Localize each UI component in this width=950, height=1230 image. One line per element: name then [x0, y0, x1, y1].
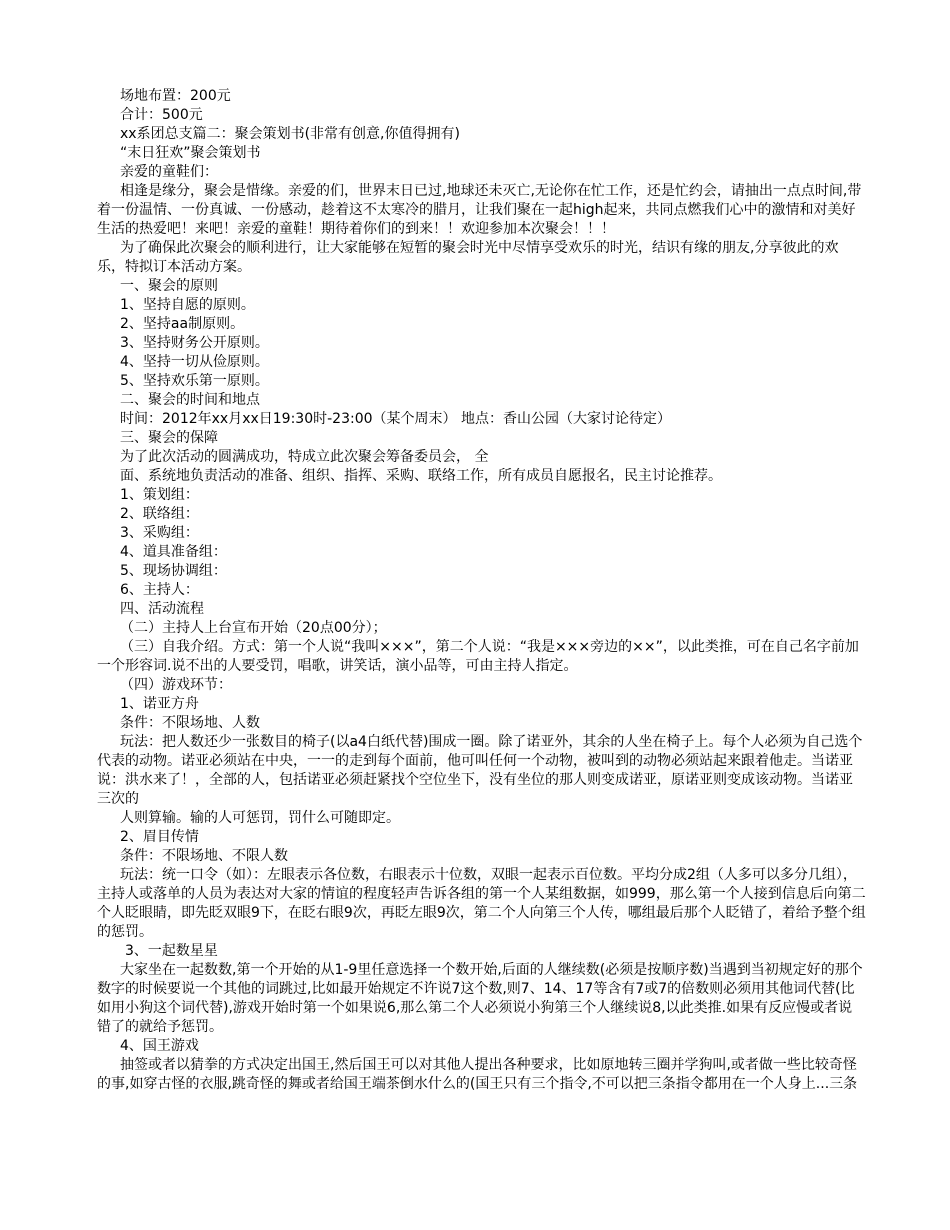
paragraph: 5、现场协调组：: [120, 563, 227, 579]
paragraph: 3、一起数星星: [125, 943, 218, 959]
paragraph: 1、诺亚方舟: [120, 696, 199, 712]
paragraph: 人则算输。输的人可惩罚，罚什么可随即定。: [120, 810, 400, 826]
paragraph: 抽签或者以猜拳的方式决定出国王,然后国王可以对其他人提出各种要求，比如原地转三圈并学狗叫,或者做一些比较奇怪的事,如穿古怪的衣服,跳奇怪的舞或者给国王端茶倒水什么的(国王只有三个指令,不可以把三条指令都用在一个人身上...三条: [97, 1057, 858, 1092]
document-body: [97, 87, 866, 1094]
paragraph: 三、聚会的保障: [120, 430, 218, 446]
paragraph: 条件：不限场地、人数: [120, 715, 260, 731]
paragraph: 2、坚持aa制原则。: [120, 316, 245, 332]
paragraph: 相逢是缘分，聚会是惜缘。亲爱的们，世界末日已过,地球还未灭亡,无论你在忙工作，还是忙约会，请抽出一点点时间,带着一份温情、一份真诚、一份感动，趁着这不太寒冷的腊月，让我们聚在一起high起来，共同点燃我们心中的激情和对美好生活的热爱吧！来吧！亲爱的童鞋！期待着你们的到来！！欢迎参加本次聚会！！！: [97, 183, 862, 237]
paragraph: “末日狂欢”聚会策划书: [120, 145, 261, 161]
paragraph: 面、系统地负责活动的准备、组织、指挥、采购、联络工作，所有成员自愿报名，民主讨论推荐。: [120, 468, 722, 484]
paragraph: 3、坚持财务公开原则。: [120, 335, 269, 351]
paragraph: （三）自我介绍。方式：第一个人说“我叫×××”，第二个人说：“我是×××旁边的××”，以此类推，可在自己名字前加一个形容词.说不出的人要受罚，唱歌，讲笑话，演小品等，可由主持人指定。: [97, 639, 859, 674]
paragraph: 5、坚持欢乐第一原则。: [120, 373, 269, 389]
paragraph: 场地布置：200元: [120, 88, 231, 104]
paragraph: 玩法：统一口令（如）：左眼表示各位数，右眼表示十位数，双眼一起表示百位数。平均分成2组（人多可以多分几组），主持人或落单的人员为表达对大家的情谊的程度轻声告诉各组的第一个人某组数据，如999，那么第一个人接到信息后向第二个人眨眼睛，即先眨双眼9下，在眨右眼9次，再眨左眼9次，第二个人向第三个人传，哪组最后那个人眨错了，着给予整个组的惩罚。: [97, 867, 866, 940]
paragraph: 为了此次活动的圆满成功，特成立此次聚会筹备委员会， 全: [120, 449, 489, 465]
paragraph: 3、采购组：: [120, 525, 199, 541]
paragraph: 4、道具准备组：: [120, 544, 227, 560]
paragraph: 6、主持人：: [120, 582, 199, 598]
paragraph: 4、国王游戏: [120, 1038, 199, 1054]
paragraph: 亲爱的童鞋们：: [120, 164, 218, 180]
paragraph: （二）主持人上台宣布开始（20点00分）；: [120, 620, 387, 636]
paragraph: 时间：2012年xx月xx日19:30时-23:00（某个周末） 地点：香山公园（大家讨论待定）: [120, 411, 671, 427]
paragraph: （四）游戏环节：: [120, 677, 232, 693]
paragraph: 一、聚会的原则: [120, 278, 218, 294]
paragraph: 合计：500元: [120, 107, 203, 123]
paragraph: 条件：不限场地、不限人数: [120, 848, 288, 864]
paragraph: 大家坐在一起数数,第一个开始的从1-9里任意选择一个数开始,后面的人继续数(必须是按顺序数)当遇到当初规定好的那个数字的时候要说一个其他的词跳过,比如最开始规定不许说7这个数,则7、14、17等含有7或7的倍数则必须用其他词代替(比如用小狗这个词代替),游戏开始时第一个如果说6,那么第二个人必须说小狗第三个人继续说8,以此类推.如果有反应慢或者说错了的就给予惩罚。: [97, 962, 863, 1035]
paragraph: 2、联络组：: [120, 506, 199, 522]
paragraph: 2、眉目传情: [120, 829, 199, 845]
paragraph: 1、坚持自愿的原则。: [120, 297, 255, 313]
paragraph: 4、坚持一切从俭原则。: [120, 354, 269, 370]
paragraph: 为了确保此次聚会的顺利进行，让大家能够在短暂的聚会时光中尽情享受欢乐的时光，结识有缘的朋友,分享彼此的欢乐，特拟订本活动方案。: [97, 240, 839, 275]
paragraph: 四、活动流程: [120, 601, 204, 617]
paragraph: xx系团总支篇二：聚会策划书(非常有创意,你值得拥有): [120, 126, 460, 142]
paragraph: 二、聚会的时间和地点: [120, 392, 260, 408]
paragraph: 1、策划组：: [120, 487, 199, 503]
paragraph: 玩法：把人数还少一张数目的椅子(以a4白纸代替)围成一圈。除了诺亚外，其余的人坐在椅子上。每个人必须为自己选个代表的动物。诺亚必须站在中央，一一的走到每个面前，他可叫任何一个动物，被叫到的动物必须站起来跟着他走。当诺亚说：洪水来了！，全部的人，包括诺亚必须赶紧找个空位坐下，没有坐位的那人则变成诺亚，原诺亚则变成该动物。当诺亚三次的: [97, 734, 863, 807]
